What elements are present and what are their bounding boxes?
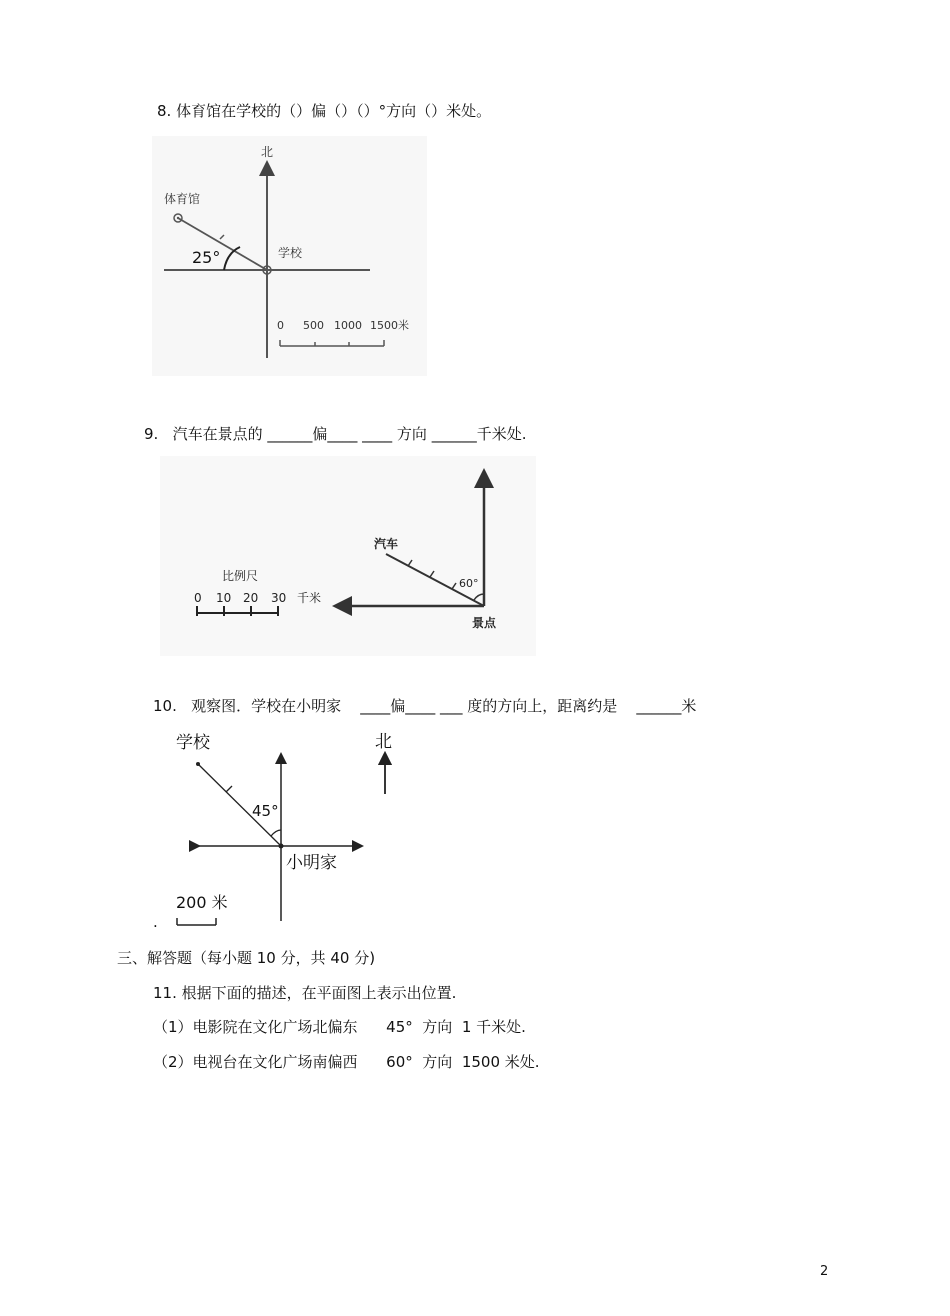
angle-label: 60° xyxy=(459,577,479,590)
scale-label: 200 米 xyxy=(176,893,228,912)
question-11-item-1: （1）电影院在文化广场北偏东 45° 方向 1 千米处. xyxy=(153,1018,526,1036)
page-number: 2 xyxy=(820,1264,829,1279)
question-10-figure xyxy=(160,726,420,931)
scale-10: 10 xyxy=(216,591,232,605)
question-10-text: 10. 观察图．学校在小明家 ____偏____ ___ 度的方向上，距离约是 ______米 xyxy=(153,697,697,715)
car-label: 汽车 xyxy=(374,537,399,551)
question-11-text: 11. 根据下面的描述，在平面图上表示出位置. xyxy=(153,984,457,1002)
gym-label: 体育馆 xyxy=(164,192,201,206)
scale-unit: 千米 xyxy=(297,591,322,605)
school-label: 学校 xyxy=(278,246,303,260)
scale-30: 30 xyxy=(271,591,287,605)
angle-label: 45° xyxy=(252,802,279,820)
question-8-figure xyxy=(152,136,427,376)
home-label: 小明家 xyxy=(286,853,337,873)
question-11-item-2: （2）电视台在文化广场南偏西 60° 方向 1500 米处. xyxy=(153,1053,540,1071)
scale-500: 500 xyxy=(303,319,324,332)
angle-arc xyxy=(271,830,281,836)
north-label: 北 xyxy=(375,732,392,752)
scale-1500: 1500米 xyxy=(370,319,409,332)
north-label: 北 xyxy=(261,145,274,159)
scale-0: 0 xyxy=(277,319,284,332)
scale-0: 0 xyxy=(194,591,202,605)
section-3-heading: 三、解答题（每小题 10 分，共 40 分) xyxy=(117,949,376,967)
spot-label: 景点 xyxy=(472,616,497,630)
scale-1000: 1000 xyxy=(334,319,362,332)
scale-20: 20 xyxy=(243,591,259,605)
question-8-text: 8. 体育馆在学校的（）偏（）（）°方向（）米处。 xyxy=(157,102,492,120)
school-label: 学校 xyxy=(176,733,210,753)
angle-label: 25° xyxy=(192,248,221,267)
question-9-figure xyxy=(160,456,536,656)
scale-title: 比例尺 xyxy=(222,569,259,583)
question-10-dot: . xyxy=(153,913,158,931)
question-9-text: 9. 汽车在景点的 ______偏____ ____ 方向 ______千米处. xyxy=(144,425,527,443)
